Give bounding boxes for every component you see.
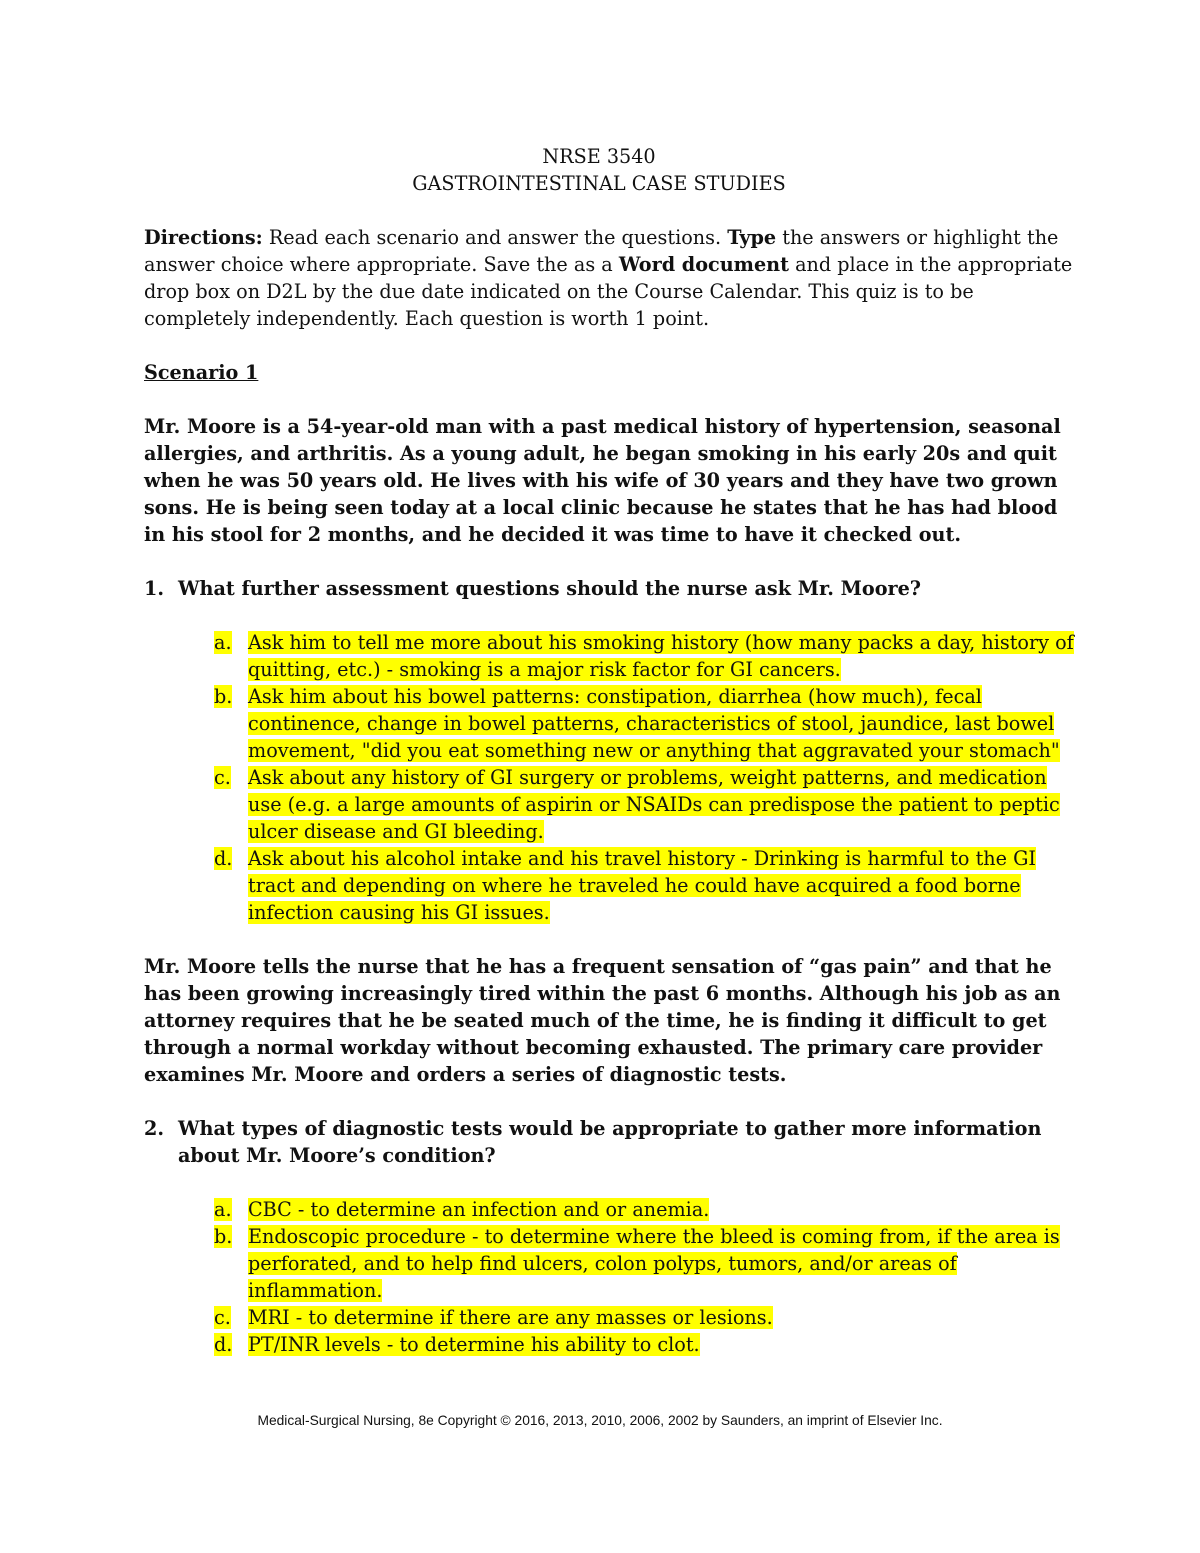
question-2: [144, 1115, 1074, 1169]
answer-item: [214, 1331, 1074, 1358]
directions-text-1: Read each scenario and answer the questions.: [262, 226, 728, 249]
answer-letter: d.: [214, 1333, 233, 1356]
directions-type-emphasis: Type: [727, 226, 777, 249]
answer-letter: c.: [214, 766, 231, 789]
question-number: 2.: [144, 1117, 165, 1140]
answer-text: Ask him about his bowel patterns: constipation, diarrhea (how much), fecal continence, change in bowel patterns, characteristics of stool, jaundice, last bowel movement, "did you eat something new or anything that aggravated your stomach": [248, 685, 1060, 762]
question-text: What types of diagnostic tests would be appropriate to gather more information about Mr. Moore’s condition?: [178, 1117, 1042, 1167]
answer-text: Ask about his alcohol intake and his travel history - Drinking is harmful to the GI tract and depending on where he traveled he could have acquired a food borne infection causing his GI issues.: [248, 847, 1037, 924]
course-code: NRSE 3540: [542, 145, 656, 168]
answer-letter: a.: [214, 631, 232, 654]
answer-text: MRI - to determine if there are any masses or lesions.: [248, 1306, 773, 1329]
directions-word-document-emphasis: Word document: [618, 253, 789, 276]
scenario-text: Mr. Moore is a 54-year-old man with a past medical history of hypertension, seasonal allergies, and arthritis. As a young adult, he began smoking in his early 20s and quit when he was 50 years old. He lives with his wife of 30 years and they have two grown sons. He is being seen today at a local clinic because he states that he has had blood in his stool for 2 months, and he decided it was time to have it checked out.: [144, 415, 1061, 546]
copyright-footer: Medical-Surgical Nursing, 8e Copyright © 2016, 2013, 2010, 2006, 2002 by Saunders, an imprint of Elsevier Inc.: [257, 1413, 943, 1428]
answer-item: [214, 845, 1074, 926]
document-body: [144, 143, 1074, 1358]
answer-text: Ask him to tell me more about his smoking history (how many packs a day, history of quitting, etc.) - smoking is a major risk factor for GI cancers.: [248, 631, 1074, 681]
directions-text-2: the answers or highlight the answer choice where appropriate. Save the as a: [144, 226, 1059, 276]
answer-text: Endoscopic procedure - to determine where the bleed is coming from, if the area is perforated, and to help find ulcers, colon polyps, tumors, and/or areas of inflammation.: [248, 1225, 1060, 1302]
answer-item: [214, 764, 1074, 845]
answer-letter: b.: [214, 685, 233, 708]
question-number: 1.: [144, 577, 165, 600]
answer-item: [214, 683, 1074, 764]
question-1: [144, 575, 1074, 602]
directions-text-3: and place in the appropriate drop box on D2L by the due date indicated on the Course Calendar. This quiz is to be completely independently. Each question is worth 1 point.: [144, 253, 1073, 330]
answer-item: [214, 1223, 1074, 1304]
directions-paragraph: [144, 224, 1074, 332]
answer-item: [214, 1196, 1074, 1223]
directions-label: Directions:: [144, 226, 263, 249]
document-title: GASTROINTESTINAL CASE STUDIES: [412, 172, 786, 195]
question-text: What further assessment questions should the nurse ask Mr. Moore?: [178, 577, 922, 600]
answer-letter: a.: [214, 1198, 232, 1221]
answer-text: Ask about any history of GI surgery or problems, weight patterns, and medication use (e.g. a large amounts of aspirin or NSAIDs can predispose the patient to peptic ulcer disease and GI bleeding.: [248, 766, 1060, 843]
answer-text: PT/INR levels - to determine his ability to clot.: [248, 1333, 700, 1356]
scenario-heading: Scenario 1: [144, 361, 259, 384]
answer-text: CBC - to determine an infection and or anemia.: [248, 1198, 710, 1221]
answer-list-2: [144, 1196, 1074, 1358]
answer-letter: b.: [214, 1225, 233, 1248]
answer-letter: d.: [214, 847, 233, 870]
answer-letter: c.: [214, 1306, 231, 1329]
answer-item: [214, 629, 1074, 683]
answer-list-1: [144, 629, 1074, 926]
answer-item: [214, 1304, 1074, 1331]
followup-paragraph: Mr. Moore tells the nurse that he has a frequent sensation of “gas pain” and that he has been growing increasingly tired within the past 6 months. Although his job as an attorney requires that he be seated much of the time, he is finding it difficult to get through a normal workday without becoming exhausted. The primary care provider examines Mr. Moore and orders a series of diagnostic tests.: [144, 955, 1061, 1086]
